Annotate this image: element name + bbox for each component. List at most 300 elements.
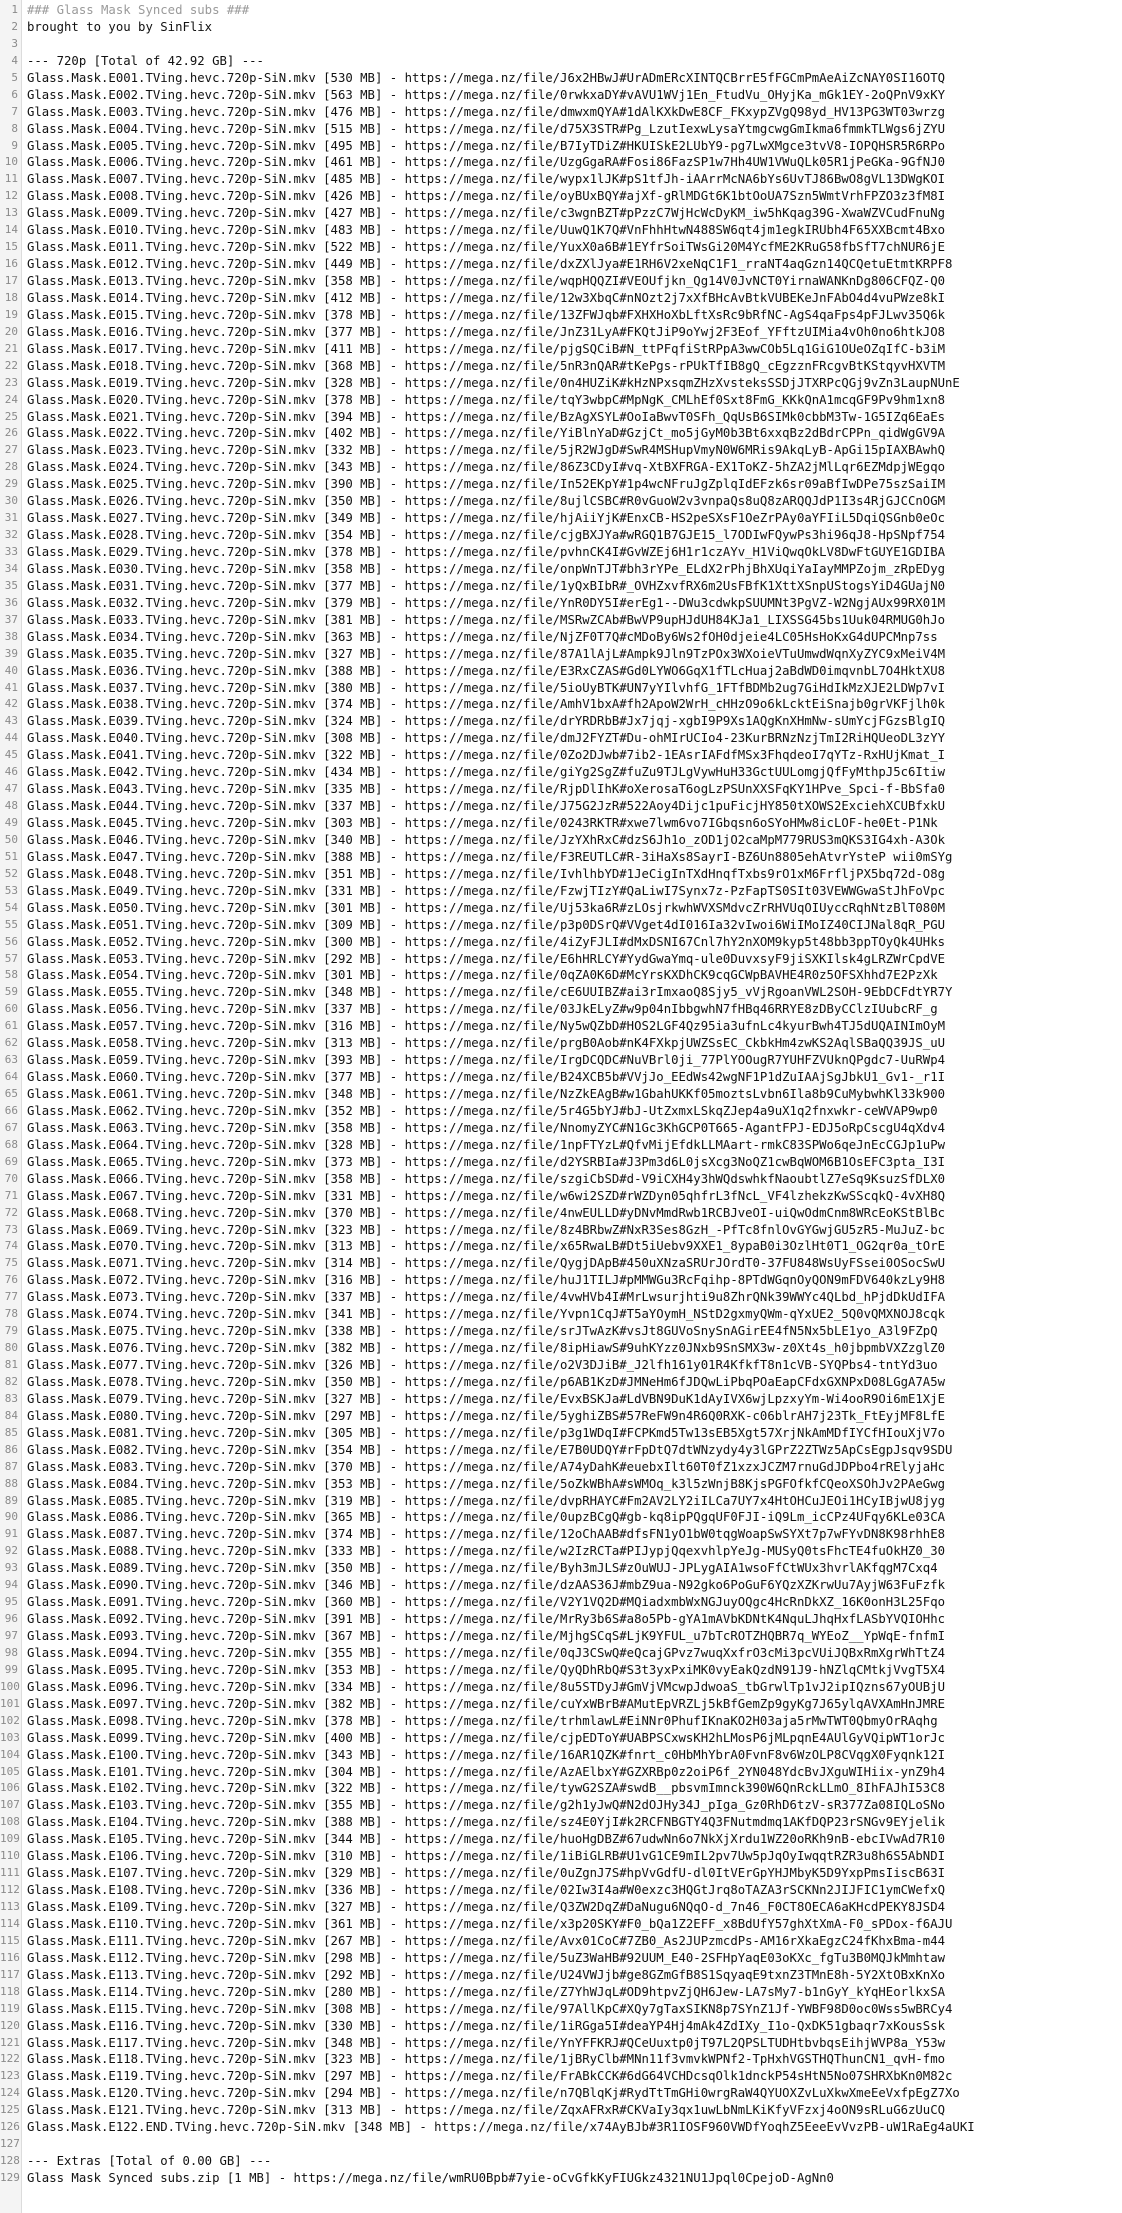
- editor-line[interactable]: [0, 1018, 1122, 1035]
- editor-line[interactable]: [0, 1916, 1122, 1933]
- editor-line[interactable]: [0, 459, 1122, 476]
- editor-line[interactable]: [0, 1780, 1122, 1797]
- line-number: 29: [4, 477, 18, 491]
- line-text: Glass.Mask.E062.TVing.hevc.720p-SiN.mkv [352 MB] - https://mega.nz/file/5r4G5bYJ#bJ-UtZxmxLSkqZJep4a9uX1q2fnxwkr-ceWVAP9wp0: [27, 1103, 938, 1118]
- editor-line[interactable]: [0, 171, 1122, 188]
- line-number: 104: [0, 1747, 20, 1761]
- editor-line[interactable]: [0, 409, 1122, 426]
- line-number: 46: [4, 765, 18, 779]
- line-text: Glass.Mask.E041.TVing.hevc.720p-SiN.mkv [322 MB] - https://mega.nz/file/0Zo2DJwb#7ib2-1EAsrIAFdfMSx3FhqdeoI7qYTz-RxHUjKmat_I: [27, 748, 946, 763]
- editor-line[interactable]: [0, 1645, 1122, 1662]
- line-text: Glass.Mask.E059.TVing.hevc.720p-SiN.mkv [393 MB] - https://mega.nz/file/IrgDCQDC#NuVBrl0ji_77PlYOOugR7YUHFZVUknQPgdc7-UuRWp4: [27, 1053, 946, 1068]
- line-text: Glass.Mask.E015.TVing.hevc.720p-SiN.mkv [378 MB] - https://mega.nz/file/13ZFWJqb#FXHXHoXbLftXsRc9bRfNC-AgS4qaFps4pFJLwv35Q6k: [27, 307, 946, 322]
- editor-line[interactable]: [0, 1425, 1122, 1442]
- editor-line[interactable]: [0, 2102, 1122, 2119]
- line-text: Glass.Mask.E096.TVing.hevc.720p-SiN.mkv [334 MB] - https://mega.nz/file/8u5STDyJ#GmVjVMcwpJdwoaS_tbGrwlTp1vJ2ipIQzns67yOUBjU: [27, 1679, 946, 1694]
- line-number: 127: [0, 2137, 20, 2151]
- line-number: 4: [11, 53, 18, 67]
- line-number: 93: [4, 1561, 18, 1575]
- line-text: Glass.Mask.E046.TVing.hevc.720p-SiN.mkv [340 MB] - https://mega.nz/file/JzYXhRxC#dzS6Jh1o_zOD1jO2caMpM779RUS3mQKS3IG4xh-A3Ok: [27, 832, 946, 847]
- line-text: Glass.Mask.E006.TVing.hevc.720p-SiN.mkv [461 MB] - https://mega.nz/file/UzgGgaRA#Fosi86FazSP1w7Hh4UW1VWuQLk05R1jPeGKa-9GfNJ0: [27, 155, 946, 170]
- line-text: Glass.Mask.E071.TVing.hevc.720p-SiN.mkv [314 MB] - https://mega.nz/file/QygjDApB#450uXNzaSRUrJOrdT0-37FU848WsUyFSsei0OSocSwU: [27, 1256, 946, 1271]
- editor-line[interactable]: [0, 1560, 1122, 1577]
- editor-line[interactable]: [0, 696, 1122, 713]
- line-text: Glass.Mask.E055.TVing.hevc.720p-SiN.mkv [348 MB] - https://mega.nz/file/cE6UUIBZ#ai3rImxaoQ8Sjy5_vVjRgoanVWL2SOH-9EbDCFdtYR7Y: [27, 985, 953, 1000]
- editor-line[interactable]: [0, 1323, 1122, 1340]
- line-number: 24: [4, 392, 18, 406]
- line-number: 61: [4, 1019, 18, 1033]
- editor-line[interactable]: [0, 256, 1122, 273]
- editor-line[interactable]: [0, 1933, 1122, 1950]
- editor-line[interactable]: [0, 2, 1122, 19]
- editor-line[interactable]: [0, 1696, 1122, 1713]
- editor-line[interactable]: [0, 1086, 1122, 1103]
- line-text: Glass.Mask.E115.TVing.hevc.720p-SiN.mkv [308 MB] - https://mega.nz/file/97AllKpC#XQy7gTaxSIKN8p7SYnZ1Jf-YWBF98D0oc0Wss5wBRCy4: [27, 2001, 953, 2016]
- editor-line[interactable]: [0, 1831, 1122, 1848]
- line-text: Glass.Mask.E100.TVing.hevc.720p-SiN.mkv [343 MB] - https://mega.nz/file/16AR1QZK#fnrt_c0HbMhYbrA0FvnF8v6WzOLP8CVqgX0Fyqnk12I: [27, 1747, 946, 1762]
- editor-content[interactable]: [0, 2, 1122, 2187]
- line-text: Glass.Mask.E010.TVing.hevc.720p-SiN.mkv [483 MB] - https://mega.nz/file/UuwQ1K7Q#VnFhhHtwN488SW6qt4jm1egkIRUbh4F65XXBcmt4Bxo: [27, 223, 946, 238]
- editor-line[interactable]: [0, 205, 1122, 222]
- line-text: Glass.Mask.E013.TVing.hevc.720p-SiN.mkv [358 MB] - https://mega.nz/file/wqpHQQZI#VEOUfjkn_Qg14V0JvNCT0YirnaWANKnDg806CFQZ-Q0: [27, 274, 946, 288]
- line-text: Glass.Mask.E024.TVing.hevc.720p-SiN.mkv [343 MB] - https://mega.nz/file/86Z3CDyI#vq-XtBXFRGA-EX1ToKZ-5hZA2jMlLqr6EZMdpjWEgqo: [27, 460, 946, 475]
- line-number: 111: [0, 1866, 20, 1880]
- line-number: 60: [4, 1002, 18, 1016]
- line-text: Glass.Mask.E028.TVing.hevc.720p-SiN.mkv [354 MB] - https://mega.nz/file/cjgBXJYa#wRGQ1B7GJE15_l7ODIwFQywPs3hi96qJ8-HpSNpf754: [27, 528, 946, 543]
- line-number: 65: [4, 1087, 18, 1100]
- editor-line[interactable]: [0, 595, 1122, 612]
- line-text: Glass.Mask.E063.TVing.hevc.720p-SiN.mkv [358 MB] - https://mega.nz/file/NnomyZYC#N1Gc3KhGCP0T665-AgantFPJ-EDJ5oRpCscgU4qXdv4: [27, 1120, 946, 1135]
- line-text: Glass.Mask.E003.TVing.hevc.720p-SiN.mkv [476 MB] - https://mega.nz/file/dmwxmQYA#1dAlKXkDwE8CF_FKxypZVgQ98yd_HV13PG3WT03wrzg: [27, 104, 946, 119]
- editor-line[interactable]: [0, 1950, 1122, 1967]
- line-number: 66: [4, 1103, 18, 1117]
- line-text: Glass.Mask.E103.TVing.hevc.720p-SiN.mkv [355 MB] - https://mega.nz/file/g2h1yJwQ#N2dOJHy34J_pIga_Gz0RhD6tzV-sR377Za08IQLoSNo: [27, 1798, 946, 1813]
- editor-line[interactable]: [0, 375, 1122, 392]
- editor-line[interactable]: [0, 544, 1122, 561]
- editor-line[interactable]: [0, 1035, 1122, 1052]
- line-text: Glass.Mask.E048.TVing.hevc.720p-SiN.mkv [351 MB] - https://mega.nz/file/IvhlhbYD#1JeCigInTXdHnqfTxbs9rO1xM6FrfljPX5bq72d-O8g: [27, 866, 946, 881]
- line-text: Glass.Mask.E098.TVing.hevc.720p-SiN.mkv [378 MB] - https://mega.nz/file/trhmlawL#EiNNr0PhufIKnaKO2H03aja5rMwTWT0QbmyOrRAqhg: [27, 1713, 938, 1728]
- line-number: 91: [4, 1527, 18, 1541]
- editor-line[interactable]: [0, 493, 1122, 510]
- editor-line[interactable]: [0, 1459, 1122, 1476]
- line-number: 68: [4, 1137, 18, 1151]
- line-number: 64: [4, 1070, 18, 1084]
- editor-line[interactable]: [0, 663, 1122, 680]
- line-number: 33: [4, 545, 18, 558]
- editor-line[interactable]: [0, 917, 1122, 934]
- line-text: Glass.Mask.E018.TVing.hevc.720p-SiN.mkv [368 MB] - https://mega.nz/file/5nR3nQAR#tKePgs-rPUkTfIB8gQ_cEgzznFRcgvBtKStqyvHXVTM: [27, 358, 946, 373]
- line-text: Glass.Mask.E088.TVing.hevc.720p-SiN.mkv [333 MB] - https://mega.nz/file/w2IzRCTa#PIJypjQqexvhlpYeJg-MUSyQ0tsFhcTE4fuOkHZ0_30: [27, 1544, 946, 1559]
- editor-line[interactable]: [0, 239, 1122, 256]
- editor-line[interactable]: [0, 1967, 1122, 1984]
- editor-line[interactable]: [0, 1611, 1122, 1628]
- line-number: 55: [4, 917, 18, 931]
- editor-line[interactable]: [0, 1730, 1122, 1747]
- line-number: 14: [4, 223, 18, 237]
- line-text: Glass.Mask.E007.TVing.hevc.720p-SiN.mkv [485 MB] - https://mega.nz/file/wypx1lJK#pS1tfJh-iAArrMcNA6bYs6UvTJ86BwO8gVL13DWgKOI: [27, 172, 946, 187]
- editor-line[interactable]: [0, 1052, 1122, 1069]
- line-text: Glass.Mask.E089.TVing.hevc.720p-SiN.mkv [350 MB] - https://mega.nz/file/Byh3mJLS#zOuWUJ-JPLygAIA1wsoFfCtWUx3hvrlAKfqgM7Cxq4: [27, 1561, 938, 1576]
- line-number: 40: [4, 663, 18, 677]
- line-text: Glass.Mask.E020.TVing.hevc.720p-SiN.mkv [378 MB] - https://mega.nz/file/tqY3wbpC#MpNgK_CMLhEf0Sxt8FmG_KKkQnA1mcqGF9Pv9hm1xn8: [27, 392, 946, 407]
- editor-line[interactable]: [0, 730, 1122, 747]
- line-text: Glass.Mask.E086.TVing.hevc.720p-SiN.mkv [365 MB] - https://mega.nz/file/0upzBCgQ#gb-kq8ipPQgqUF0FJI-iQ9Lm_icCPz4UFqy6KLe03CA: [27, 1510, 946, 1525]
- line-number: 19: [4, 307, 18, 321]
- editor-line[interactable]: [0, 138, 1122, 155]
- editor-line[interactable]: [0, 1188, 1122, 1205]
- line-number: 34: [4, 561, 18, 575]
- editor-line[interactable]: [0, 934, 1122, 951]
- line-number: 32: [4, 528, 18, 542]
- line-text: Glass.Mask.E004.TVing.hevc.720p-SiN.mkv [515 MB] - https://mega.nz/file/d75X3STR#Pg_LzutIexwLysaYtmgcwgGmIkma6fmmkTLWgs6jZYU: [27, 121, 946, 136]
- editor-line[interactable]: [0, 1255, 1122, 1272]
- line-text: Glass.Mask.E032.TVing.hevc.720p-SiN.mkv [379 MB] - https://mega.nz/file/YnR0DY5I#erEg1--DWu3cdwkpSUUMNt3PgVZ-W2NgjAUx99RX01M: [27, 595, 946, 610]
- editor-line[interactable]: [0, 561, 1122, 578]
- line-number: 69: [4, 1154, 18, 1168]
- line-number: 71: [4, 1188, 18, 1202]
- editor-line[interactable]: [0, 1069, 1122, 1086]
- line-text: Glass.Mask.E067.TVing.hevc.720p-SiN.mkv [331 MB] - https://mega.nz/file/w6wi2SZD#rWZDyn05qhfrL3fNcL_VF4lzhekzKwSScqkQ-4vXH8Q: [27, 1188, 946, 1203]
- line-number: 89: [4, 1493, 18, 1507]
- editor-line[interactable]: [0, 2035, 1122, 2052]
- line-number: 92: [4, 1544, 18, 1558]
- editor-line[interactable]: [0, 951, 1122, 968]
- editor-line[interactable]: [0, 629, 1122, 646]
- editor-line[interactable]: [0, 1797, 1122, 1814]
- editor-line[interactable]: [0, 307, 1122, 324]
- line-number: 86: [4, 1442, 18, 1456]
- editor-line[interactable]: [0, 1662, 1122, 1679]
- editor-line[interactable]: [0, 1340, 1122, 1357]
- editor-line[interactable]: [0, 747, 1122, 764]
- line-number: 62: [4, 1036, 18, 1050]
- line-number: 45: [4, 748, 18, 762]
- line-number: 27: [4, 443, 18, 457]
- line-number: 119: [0, 2001, 20, 2015]
- editor-line[interactable]: [0, 1543, 1122, 1560]
- line-number: 31: [4, 511, 18, 525]
- editor-line[interactable]: [0, 1238, 1122, 1255]
- editor-line[interactable]: [0, 104, 1122, 121]
- line-text: Glass.Mask.E057.TVing.hevc.720p-SiN.mkv [316 MB] - https://mega.nz/file/Ny5wQZbD#HOS2LGF4Qz95ia3ufnLc4kyurBwh4TJ5dUQAINImOyM: [27, 1019, 946, 1034]
- editor-line[interactable]: [0, 1509, 1122, 1526]
- line-text: Glass.Mask.E050.TVing.hevc.720p-SiN.mkv [301 MB] - https://mega.nz/file/Uj53ka6R#zLOsjrkwhWVXSMdvcZrRHVUqOIUyccRqhNtzBlT080M: [27, 900, 946, 915]
- line-text: Glass.Mask.E099.TVing.hevc.720p-SiN.mkv [400 MB] - https://mega.nz/file/cjpEDToY#UABPSCxwsKH2hLMosP6jMLpqnE4AUlGyVQipWT1orJc: [27, 1730, 946, 1745]
- line-number: 26: [4, 426, 18, 440]
- editor-line[interactable]: [0, 442, 1122, 459]
- editor-line[interactable]: [0, 1577, 1122, 1594]
- editor-line[interactable]: [0, 1848, 1122, 1865]
- editor-line[interactable]: [0, 1594, 1122, 1611]
- line-text: Glass.Mask.E002.TVing.hevc.720p-SiN.mkv [563 MB] - https://mega.nz/file/0rwkxaDY#vAVU1WVj1En_FtudVu_OHyjKa_mGk1EY-2oQPnV9xKY: [27, 87, 946, 102]
- editor-line[interactable]: [0, 1171, 1122, 1188]
- editor-line[interactable]: [0, 1272, 1122, 1289]
- editor-line[interactable]: [0, 646, 1122, 663]
- line-number: 83: [4, 1391, 18, 1405]
- line-text: Glass.Mask.E058.TVing.hevc.720p-SiN.mkv [313 MB] - https://mega.nz/file/prgB0Aob#nK4FXkpjUWZSsEC_CkbkHm4zwKS2AqlSBaQQ39JS_uU: [27, 1036, 946, 1051]
- line-number: 47: [4, 782, 18, 796]
- line-number: 97: [4, 1629, 18, 1642]
- editor-line[interactable]: [0, 2001, 1122, 2018]
- line-number: 42: [4, 697, 18, 711]
- editor-line[interactable]: [0, 476, 1122, 493]
- line-text: Glass.Mask.E106.TVing.hevc.720p-SiN.mkv [310 MB] - https://mega.nz/file/1iBiGLRB#U1vG1CE9mIL2pv7Uw5pJqOyIwqqtRZR3u8h6S5AbNDI: [27, 1849, 946, 1864]
- line-number: 109: [0, 1832, 20, 1846]
- editor-line[interactable]: [0, 392, 1122, 409]
- line-number: 77: [4, 1290, 18, 1304]
- editor-line[interactable]: [0, 1120, 1122, 1137]
- line-number: 43: [4, 714, 18, 728]
- line-text: Glass.Mask.E029.TVing.hevc.720p-SiN.mkv [378 MB] - https://mega.nz/file/pvhnCK4I#GvWZEj6H1r1czAYv_H1ViQwqOkLV8DwFtGUYE1GDIBA: [27, 545, 946, 559]
- line-number: 23: [4, 375, 18, 389]
- editor-line[interactable]: [0, 578, 1122, 595]
- line-text: Glass.Mask.E047.TVing.hevc.720p-SiN.mkv [388 MB] - https://mega.nz/file/F3REUTLC#R-3iHaXs8SayrI-BZ6Un8805ehAtvrYsteP wii0mSYg: [27, 849, 953, 864]
- line-number: 13: [4, 206, 18, 220]
- line-text: Glass.Mask.E110.TVing.hevc.720p-SiN.mkv [361 MB] - https://mega.nz/file/x3p20SKY#F0_bQa1Z2EFF_x8BdUfY57ghXtXmA-F0_sPDox-f6AJU: [27, 1916, 953, 1931]
- editor-line[interactable]: [0, 1713, 1122, 1730]
- line-number: 10: [4, 155, 18, 169]
- line-number: 90: [4, 1510, 18, 1524]
- line-number: 25: [4, 409, 18, 423]
- editor-line[interactable]: [0, 121, 1122, 138]
- line-number: 81: [4, 1358, 18, 1371]
- editor-line[interactable]: [0, 1408, 1122, 1425]
- line-number: 121: [0, 2035, 20, 2049]
- editor-line[interactable]: [0, 510, 1122, 527]
- line-text: Glass.Mask.E068.TVing.hevc.720p-SiN.mkv [370 MB] - https://mega.nz/file/4nwEULLD#yDNvMmdRwb1RCBJveOI-uiQwOdmCnm8WRcEoKStBlBc: [27, 1205, 946, 1220]
- line-number: 87: [4, 1459, 18, 1473]
- line-text: Glass.Mask.E040.TVing.hevc.720p-SiN.mkv [308 MB] - https://mega.nz/file/dmJ2FYZT#Du-ohMIrUCIo4-23KurBRNzNzjTmI2RiHQUeoDL3zYY: [27, 731, 946, 746]
- line-number: 113: [0, 1900, 20, 1913]
- editor-line[interactable]: [0, 425, 1122, 442]
- editor-line[interactable]: [0, 680, 1122, 697]
- line-text: Glass.Mask.E122.END.TVing.hevc.720p-SiN.mkv [348 MB] - https://mega.nz/file/x74AyBJb#3R1IOSF960VWDfYoqhZ5EeeEvVvzPB-uW1RaEg4aUKI: [27, 2120, 975, 2135]
- editor-line[interactable]: [0, 358, 1122, 375]
- line-text: Glass.Mask.E005.TVing.hevc.720p-SiN.mkv [495 MB] - https://mega.nz/file/B7IyTDiZ#HKUISkE2LUbY9-pg7LwXMgce3tvV8-IOPQHSR5R6RPo: [27, 138, 946, 153]
- editor-line[interactable]: [0, 1442, 1122, 1459]
- editor-line[interactable]: [0, 188, 1122, 205]
- line-text: Glass.Mask.E085.TVing.hevc.720p-SiN.mkv [319 MB] - https://mega.nz/file/dvpRHAYC#Fm2AV2LY2iILCa7UY7x4HtOHCuJEOi1HCyIBjwU8jyg: [27, 1493, 946, 1508]
- line-text: Glass.Mask.E023.TVing.hevc.720p-SiN.mkv [332 MB] - https://mega.nz/file/5jR2WJgD#SwR4MSHupVmyN0W6MRis9AkqLyB-ApGi15pIAXBAwhQ: [27, 443, 946, 458]
- line-text: Glass.Mask.E033.TVing.hevc.720p-SiN.mkv [381 MB] - https://mega.nz/file/MSRwZCAb#BwVP9upHJdUH84KJa1_LIXSSG45bs1Uuk04RMUG0hJo: [27, 612, 946, 627]
- editor-line[interactable]: [0, 222, 1122, 239]
- line-number: 116: [0, 1950, 20, 1964]
- editor-line[interactable]: [0, 883, 1122, 900]
- line-number: 28: [4, 460, 18, 474]
- editor-line[interactable]: [0, 527, 1122, 544]
- line-number: 7: [11, 104, 18, 118]
- line-number: 9: [11, 138, 18, 152]
- editor-line[interactable]: [0, 1001, 1122, 1018]
- editor-line[interactable]: [0, 612, 1122, 629]
- line-number: 88: [4, 1476, 18, 1490]
- line-number: 3: [11, 36, 18, 50]
- editor-line[interactable]: [0, 2136, 1122, 2153]
- line-number: 51: [4, 849, 18, 863]
- editor-line[interactable]: [0, 1899, 1122, 1916]
- editor-line[interactable]: [0, 781, 1122, 798]
- line-number: 12: [4, 189, 18, 203]
- editor-line[interactable]: [0, 1984, 1122, 2001]
- editor-line[interactable]: [0, 341, 1122, 358]
- line-text: Glass.Mask.E056.TVing.hevc.720p-SiN.mkv [337 MB] - https://mega.nz/file/03JkELyZ#w9p04nIbbgwhN7fHBq46RRYE8zDByCClzIUubcRF_g: [27, 1002, 938, 1017]
- line-number: 5: [11, 70, 18, 84]
- editor-line[interactable]: [0, 1882, 1122, 1899]
- line-text: Glass.Mask.E016.TVing.hevc.720p-SiN.mkv [377 MB] - https://mega.nz/file/JnZ31LyA#FKQtJiP9oYwj2F3Eof_YFftzUIMia4vOh0no6htkJO8: [27, 324, 946, 339]
- line-text: Glass.Mask.E073.TVing.hevc.720p-SiN.mkv [337 MB] - https://mega.nz/file/4vwHVb4I#MrLwsurjhti9u8ZhrQNk39WWYc4QLbd_hPjdDkUdIFA: [27, 1290, 946, 1305]
- line-text: Glass.Mask.E042.TVing.hevc.720p-SiN.mkv [434 MB] - https://mega.nz/file/giYg2SgZ#fuZu9TJLgVywHuH33GctUULomgjQfFyMthpJ5c6Itiw: [27, 765, 946, 780]
- line-text: Glass.Mask.E078.TVing.hevc.720p-SiN.mkv [350 MB] - https://mega.nz/file/p6AB1KzD#JMNeHm6fJDQwLiPbqPOaEapCFdxGXNPxD08LGgA7A5w: [27, 1374, 946, 1389]
- line-number: 125: [0, 2103, 20, 2117]
- line-text: Glass.Mask.E097.TVing.hevc.720p-SiN.mkv [382 MB] - https://mega.nz/file/cuYxWBrB#AMutEpVRZLj5kBfGemZp9gyKg7J65ylqAVXAmHnJMRE: [27, 1696, 946, 1711]
- line-number: 76: [4, 1273, 18, 1287]
- line-number: 110: [0, 1849, 20, 1863]
- editor-line[interactable]: [0, 1137, 1122, 1154]
- editor-line[interactable]: [0, 87, 1122, 104]
- line-number: 115: [0, 1933, 20, 1947]
- editor-line[interactable]: [0, 70, 1122, 87]
- editor-line[interactable]: [0, 36, 1122, 53]
- line-text: Glass.Mask.E064.TVing.hevc.720p-SiN.mkv [328 MB] - https://mega.nz/file/1npFTYzL#QfvMijEfdkLLMAart-rmkC83SPWo6qeJnEcCGJp1uPw: [27, 1137, 946, 1152]
- line-number: 8: [11, 121, 18, 135]
- editor-line[interactable]: [0, 1103, 1122, 1120]
- editor-line[interactable]: [0, 1628, 1122, 1645]
- line-number: 37: [4, 612, 18, 626]
- line-number: 53: [4, 883, 18, 897]
- line-number: 41: [4, 680, 18, 694]
- line-number: 101: [0, 1696, 20, 1710]
- line-text: Glass.Mask.E081.TVing.hevc.720p-SiN.mkv [305 MB] - https://mega.nz/file/p3g1WDqI#FCPKmd5Tw13sEB5Xgt57XrjNkAmMDfIYCfHIouXjV7o: [27, 1425, 946, 1440]
- line-text: Glass.Mask.E044.TVing.hevc.720p-SiN.mkv [337 MB] - https://mega.nz/file/J75G2JzR#522Aoy4Dijc1puFicjHY850tXOWS2ExciehXCUBfxkU: [27, 799, 946, 814]
- editor-line[interactable]: [0, 866, 1122, 883]
- line-text: --- 720p [Total of 42.92 GB] ---: [27, 53, 264, 68]
- line-text: Glass.Mask.E043.TVing.hevc.720p-SiN.mkv [335 MB] - https://mega.nz/file/RjpDlIhK#oXerosaT6ogLzPSUnXXSFqKY1HPve_Spci-f-BbSfa0: [27, 782, 946, 797]
- line-text: Glass.Mask.E119.TVing.hevc.720p-SiN.mkv [297 MB] - https://mega.nz/file/FrABkCCK#6dG64VCHDcsqOlk1dnckP54sHtN5No07SHRXbKn0M82c: [27, 2069, 953, 2084]
- line-number: 70: [4, 1171, 18, 1185]
- line-text: Glass.Mask.E084.TVing.hevc.720p-SiN.mkv [353 MB] - https://mega.nz/file/5oZkWBhA#sWMOq_k3l5zWnjB8KjsPGFOfkfCQeoXSOhJv2PAeGwg: [27, 1476, 946, 1491]
- editor-line[interactable]: [0, 832, 1122, 849]
- editor-line[interactable]: [0, 1289, 1122, 1306]
- line-number: 38: [4, 629, 18, 643]
- line-number: 105: [0, 1764, 20, 1778]
- editor-line[interactable]: [0, 2051, 1122, 2068]
- line-number: 98: [4, 1645, 18, 1659]
- line-text: Glass.Mask.E061.TVing.hevc.720p-SiN.mkv [348 MB] - https://mega.nz/file/NzZkEAgB#w1GbahUKKf05moztsLvbn6Ila8b9CuMybwhKl33k900: [27, 1087, 946, 1101]
- line-number: 103: [0, 1730, 20, 1744]
- line-text: Glass.Mask.E083.TVing.hevc.720p-SiN.mkv [370 MB] - https://mega.nz/file/A74yDahK#euebxIlt60T0fZ1xzxJCZM7rnuGdJDPbo4rRElyjaHc: [27, 1459, 946, 1474]
- editor-line[interactable]: [0, 2085, 1122, 2102]
- editor-line[interactable]: [0, 1306, 1122, 1323]
- line-number: 108: [0, 1815, 20, 1829]
- line-number: 106: [0, 1781, 20, 1795]
- editor-line[interactable]: [0, 713, 1122, 730]
- line-number: 80: [4, 1341, 18, 1355]
- editor-line[interactable]: [0, 1374, 1122, 1391]
- line-number: 20: [4, 324, 18, 338]
- editor-line[interactable]: [0, 1476, 1122, 1493]
- line-number: 35: [4, 578, 18, 592]
- line-text: Glass.Mask.E074.TVing.hevc.720p-SiN.mkv [341 MB] - https://mega.nz/file/Yvpn1CqJ#T5aYOymH_NStD2gxmyQWm-qYxUE2_5Q0vQMXNOJ8cqk: [27, 1307, 946, 1322]
- line-number: 59: [4, 985, 18, 999]
- line-number: 72: [4, 1205, 18, 1219]
- editor-line[interactable]: [0, 967, 1122, 984]
- line-text: Glass.Mask.E070.TVing.hevc.720p-SiN.mkv [313 MB] - https://mega.nz/file/x65RwaLB#Dt5iUebv9XXE1_8ypaB0i3OzlHt0T1_OG2qr0a_tOrE: [27, 1239, 946, 1254]
- line-text: Glass.Mask.E011.TVing.hevc.720p-SiN.mkv [522 MB] - https://mega.nz/file/YuxX0a6B#1EYfrSoiTWsGi20M4YcfME2KRuG58fbSfT7chNUR6jE: [27, 240, 946, 255]
- editor-line[interactable]: [0, 900, 1122, 917]
- editor-line[interactable]: [0, 1679, 1122, 1696]
- editor-line[interactable]: [0, 764, 1122, 781]
- editor-line[interactable]: [0, 2153, 1122, 2170]
- editor-line[interactable]: [0, 1814, 1122, 1831]
- editor-line[interactable]: [0, 273, 1122, 290]
- line-number: 30: [4, 494, 18, 508]
- line-number: 129: [0, 2171, 20, 2184]
- line-number: 18: [4, 290, 18, 304]
- line-text: Glass.Mask.E102.TVing.hevc.720p-SiN.mkv [322 MB] - https://mega.nz/file/tywG2SZA#swdB__pbsvmImnck390W6QnRckLLmO_8IhFAJhI53C8: [27, 1781, 946, 1796]
- editor-line[interactable]: [0, 1493, 1122, 1510]
- line-text: Glass.Mask.E054.TVing.hevc.720p-SiN.mkv [301 MB] - https://mega.nz/file/0qZA0K6D#McYrsKXDhCK9cqGCWpBAVHE4R0z5OFSXhhd7E2PzXk: [27, 968, 938, 983]
- editor-line[interactable]: [0, 1357, 1122, 1374]
- editor-line[interactable]: [0, 290, 1122, 307]
- line-number: 102: [0, 1713, 20, 1727]
- editor-line[interactable]: [0, 815, 1122, 832]
- line-number: 54: [4, 900, 18, 914]
- editor-line[interactable]: [0, 2018, 1122, 2035]
- line-text: Glass.Mask.E035.TVing.hevc.720p-SiN.mkv [327 MB] - https://mega.nz/file/87A1lAjL#Ampk9Jln9TzPOx3WXoieVTuUmwdWqnXyZYC9xMeiV4M: [27, 646, 946, 661]
- line-text: Glass.Mask.E091.TVing.hevc.720p-SiN.mkv [360 MB] - https://mega.nz/file/V2Y1VQ2D#MQiadxmbWxNGJuyOQgc4HcRnDkXZ_16K0onH3L25Fqo: [27, 1595, 946, 1610]
- line-text: Glass.Mask.E120.TVing.hevc.720p-SiN.mkv [294 MB] - https://mega.nz/file/n7QBlqKj#RydTtTmGHi0wrgRaW4QYUOXZvLuXkwXmeEeVxfpEgZ7Xo: [27, 2086, 960, 2101]
- line-text: Glass.Mask.E104.TVing.hevc.720p-SiN.mkv [388 MB] - https://mega.nz/file/sz4E0YjI#k2RCFNBGTY4Q3FNutmdmq1AKfDQP23rSNGv9EYjelik: [27, 1815, 946, 1830]
- line-number: 57: [4, 951, 18, 965]
- line-text: Glass Mask Synced subs.zip [1 MB] - https://mega.nz/file/wmRU0Bpb#7yie-oCvGfkKyFIUGkz4321NU1Jpql0CpejoD-AgNn0: [27, 2171, 834, 2185]
- editor-line[interactable]: [0, 19, 1122, 36]
- editor-line[interactable]: [0, 1154, 1122, 1171]
- line-text: Glass.Mask.E093.TVing.hevc.720p-SiN.mkv [367 MB] - https://mega.nz/file/MjhgSCqS#LjK9YFUL_u7bTcROTZHQBR7q_WYEoZ__YpWqE-fnfmI: [27, 1629, 946, 1643]
- editor-line[interactable]: [0, 1747, 1122, 1764]
- line-text: Glass.Mask.E009.TVing.hevc.720p-SiN.mkv [427 MB] - https://mega.nz/file/c3wgnBZT#pPzzC7WjHcWcDyKM_iw5hKqag39G-XwaWZVCudFnuNg: [27, 206, 946, 221]
- editor-line[interactable]: [0, 53, 1122, 70]
- line-text: Glass.Mask.E022.TVing.hevc.720p-SiN.mkv [402 MB] - https://mega.nz/file/YiBlnYaD#GzjCt_mo5jGyM0b3Bt6xxqBz2dBdrCPPn_qidWgGV9A: [27, 426, 946, 441]
- editor-line[interactable]: [0, 154, 1122, 171]
- line-text: Glass.Mask.E034.TVing.hevc.720p-SiN.mkv [363 MB] - https://mega.nz/file/NjZF0T7Q#cMDoBy6Ws2fOH0djeie4LC05HsHoKxG4dUPCMnp7ss: [27, 629, 938, 644]
- editor-line[interactable]: [0, 984, 1122, 1001]
- editor-line[interactable]: [0, 849, 1122, 866]
- line-text: --- Extras [Total of 0.00 GB] ---: [27, 2154, 272, 2169]
- editor-line[interactable]: [0, 1764, 1122, 1781]
- editor-line[interactable]: [0, 1222, 1122, 1239]
- line-number: 118: [0, 1984, 20, 1998]
- editor-line[interactable]: [0, 1865, 1122, 1882]
- line-number: 22: [4, 358, 18, 372]
- line-text: Glass.Mask.E037.TVing.hevc.720p-SiN.mkv [380 MB] - https://mega.nz/file/5ioUyBTK#UN7yYIlvhfG_1FTfBDMb2ug7GiHdIkMzXJE2LDWp7vI: [27, 680, 946, 695]
- line-text: Glass.Mask.E072.TVing.hevc.720p-SiN.mkv [316 MB] - https://mega.nz/file/huJ1TILJ#pMMWGu3RcFqihp-8PTdWGqnOyQON9mFDV640kzLy9H8: [27, 1273, 946, 1288]
- line-text: Glass.Mask.E039.TVing.hevc.720p-SiN.mkv [324 MB] - https://mega.nz/file/drYRDRbB#Jx7jqj-xgbI9P9Xs1AQgKnXHmNw-sUmYcjFGzsBlgIQ: [27, 714, 946, 729]
- editor-line[interactable]: [0, 2170, 1122, 2187]
- line-text: Glass.Mask.E114.TVing.hevc.720p-SiN.mkv [280 MB] - https://mega.nz/file/Z7YhWJqL#OD9htpvZjQH6Jew-LA7sMy7-b1nGyY_kYqHEorlkxSA: [27, 1984, 946, 1999]
- editor-line[interactable]: [0, 1205, 1122, 1222]
- editor-line[interactable]: [0, 1391, 1122, 1408]
- editor-line[interactable]: [0, 2119, 1122, 2136]
- line-text: ### Glass Mask Synced subs ###: [27, 3, 250, 17]
- editor-line[interactable]: [0, 798, 1122, 815]
- line-text: Glass.Mask.E001.TVing.hevc.720p-SiN.mkv [530 MB] - https://mega.nz/file/J6x2HBwJ#UrADmERcXINTQCBrrE5fFGCmPmAeAiZcNAY0SI16OTQ: [27, 70, 946, 85]
- editor-line[interactable]: [0, 2068, 1122, 2085]
- line-text: Glass.Mask.E116.TVing.hevc.720p-SiN.mkv [330 MB] - https://mega.nz/file/1iRGga5I#deaYP4Hj4mAk4ZdIXy_I1o-QxDK51gbaqr7xKousSsk: [27, 2018, 946, 2033]
- line-text: Glass.Mask.E113.TVing.hevc.720p-SiN.mkv [292 MB] - https://mega.nz/file/U24VWJjb#ge8GZmGfB8S1SqyaqE9txnZ3TMnE8h-5Y2XtOBxKnXo: [27, 1967, 946, 1982]
- editor-line[interactable]: [0, 1526, 1122, 1543]
- editor-line[interactable]: [0, 324, 1122, 341]
